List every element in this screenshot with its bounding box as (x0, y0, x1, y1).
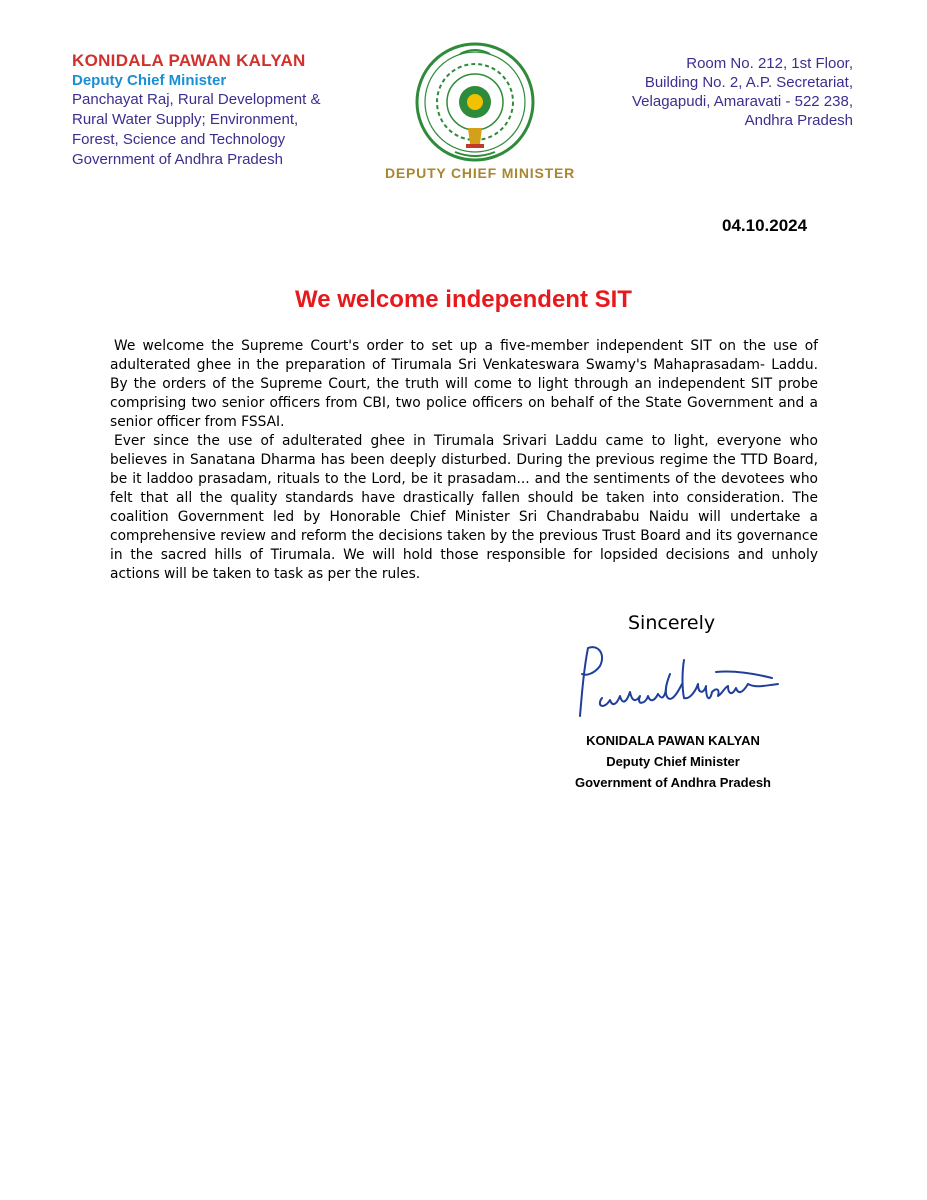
address-line: Room No. 212, 1st Floor, (686, 55, 853, 72)
office-address (573, 54, 853, 130)
signer-block (548, 730, 798, 793)
letter-heading: We welcome independent SIT (295, 286, 632, 313)
letter-body (110, 337, 818, 584)
signer-org: Government of Andhra Pradesh (575, 775, 771, 790)
letterhead-dept-line: Government of Andhra Pradesh (72, 151, 283, 168)
state-emblem-icon (400, 40, 550, 165)
body-paragraph: Ever since the use of adulterated ghee in Tirumala Srivari Laddu came to light, everyone who believes in Sanatana Dharma has been deeply disturbed. During the previous regime the TTD Board, be it laddoo prasadam, rituals to the Lord, be it prasadam... and the sentiments of the devotees who felt that all the quality standards have drastically fallen should be taken into consideration. The coalition Government led by Honorable Chief Minister Sri Chandrababu Naidu will undertake a comprehensive review and reform the decisions taken by the previous Trust Board and its governance in the sacred hills of Tirumala. We will hold those responsible for lopsided decisions and unholy actions will be taken to task as per the rules. (110, 433, 818, 582)
letterhead-role: Deputy Chief Minister (72, 72, 227, 89)
handwritten-signature (566, 640, 796, 722)
letterhead-dept-line: Rural Water Supply; Environment, (72, 111, 299, 128)
letter-date: 04.10.2024 (722, 216, 808, 235)
address-line: Velagapudi, Amaravati - 522 238, (632, 93, 853, 110)
body-paragraph: We welcome the Supreme Court's order to set up a five-member independent SIT on the use of adulterated ghee in the preparation of Tirumala Sri Venkateswara Swamy's Mahaprasadam- Laddu. By the orders of the Supreme Court, the truth will come to light through an independent SIT probe comprising two senior officers from CBI, two police officers on behalf of the State Government and a senior officer from FSSAI. (110, 338, 818, 430)
address-line: Building No. 2, A.P. Secretariat, (644, 74, 853, 91)
signer-name: KONIDALA PAWAN KALYAN (586, 733, 760, 748)
closing-salutation: Sincerely (628, 612, 716, 634)
address-line: Andhra Pradesh (744, 112, 853, 129)
letterhead-left (72, 50, 372, 170)
signer-title: Deputy Chief Minister (606, 754, 740, 769)
letterhead-dept-line: Panchayat Raj, Rural Development & (72, 91, 321, 108)
emblem-caption: DEPUTY CHIEF MINISTER (384, 165, 575, 181)
letterhead-name: KONIDALA PAWAN KALYAN (72, 51, 306, 70)
letterhead-dept-line: Forest, Science and Technology (72, 131, 286, 148)
